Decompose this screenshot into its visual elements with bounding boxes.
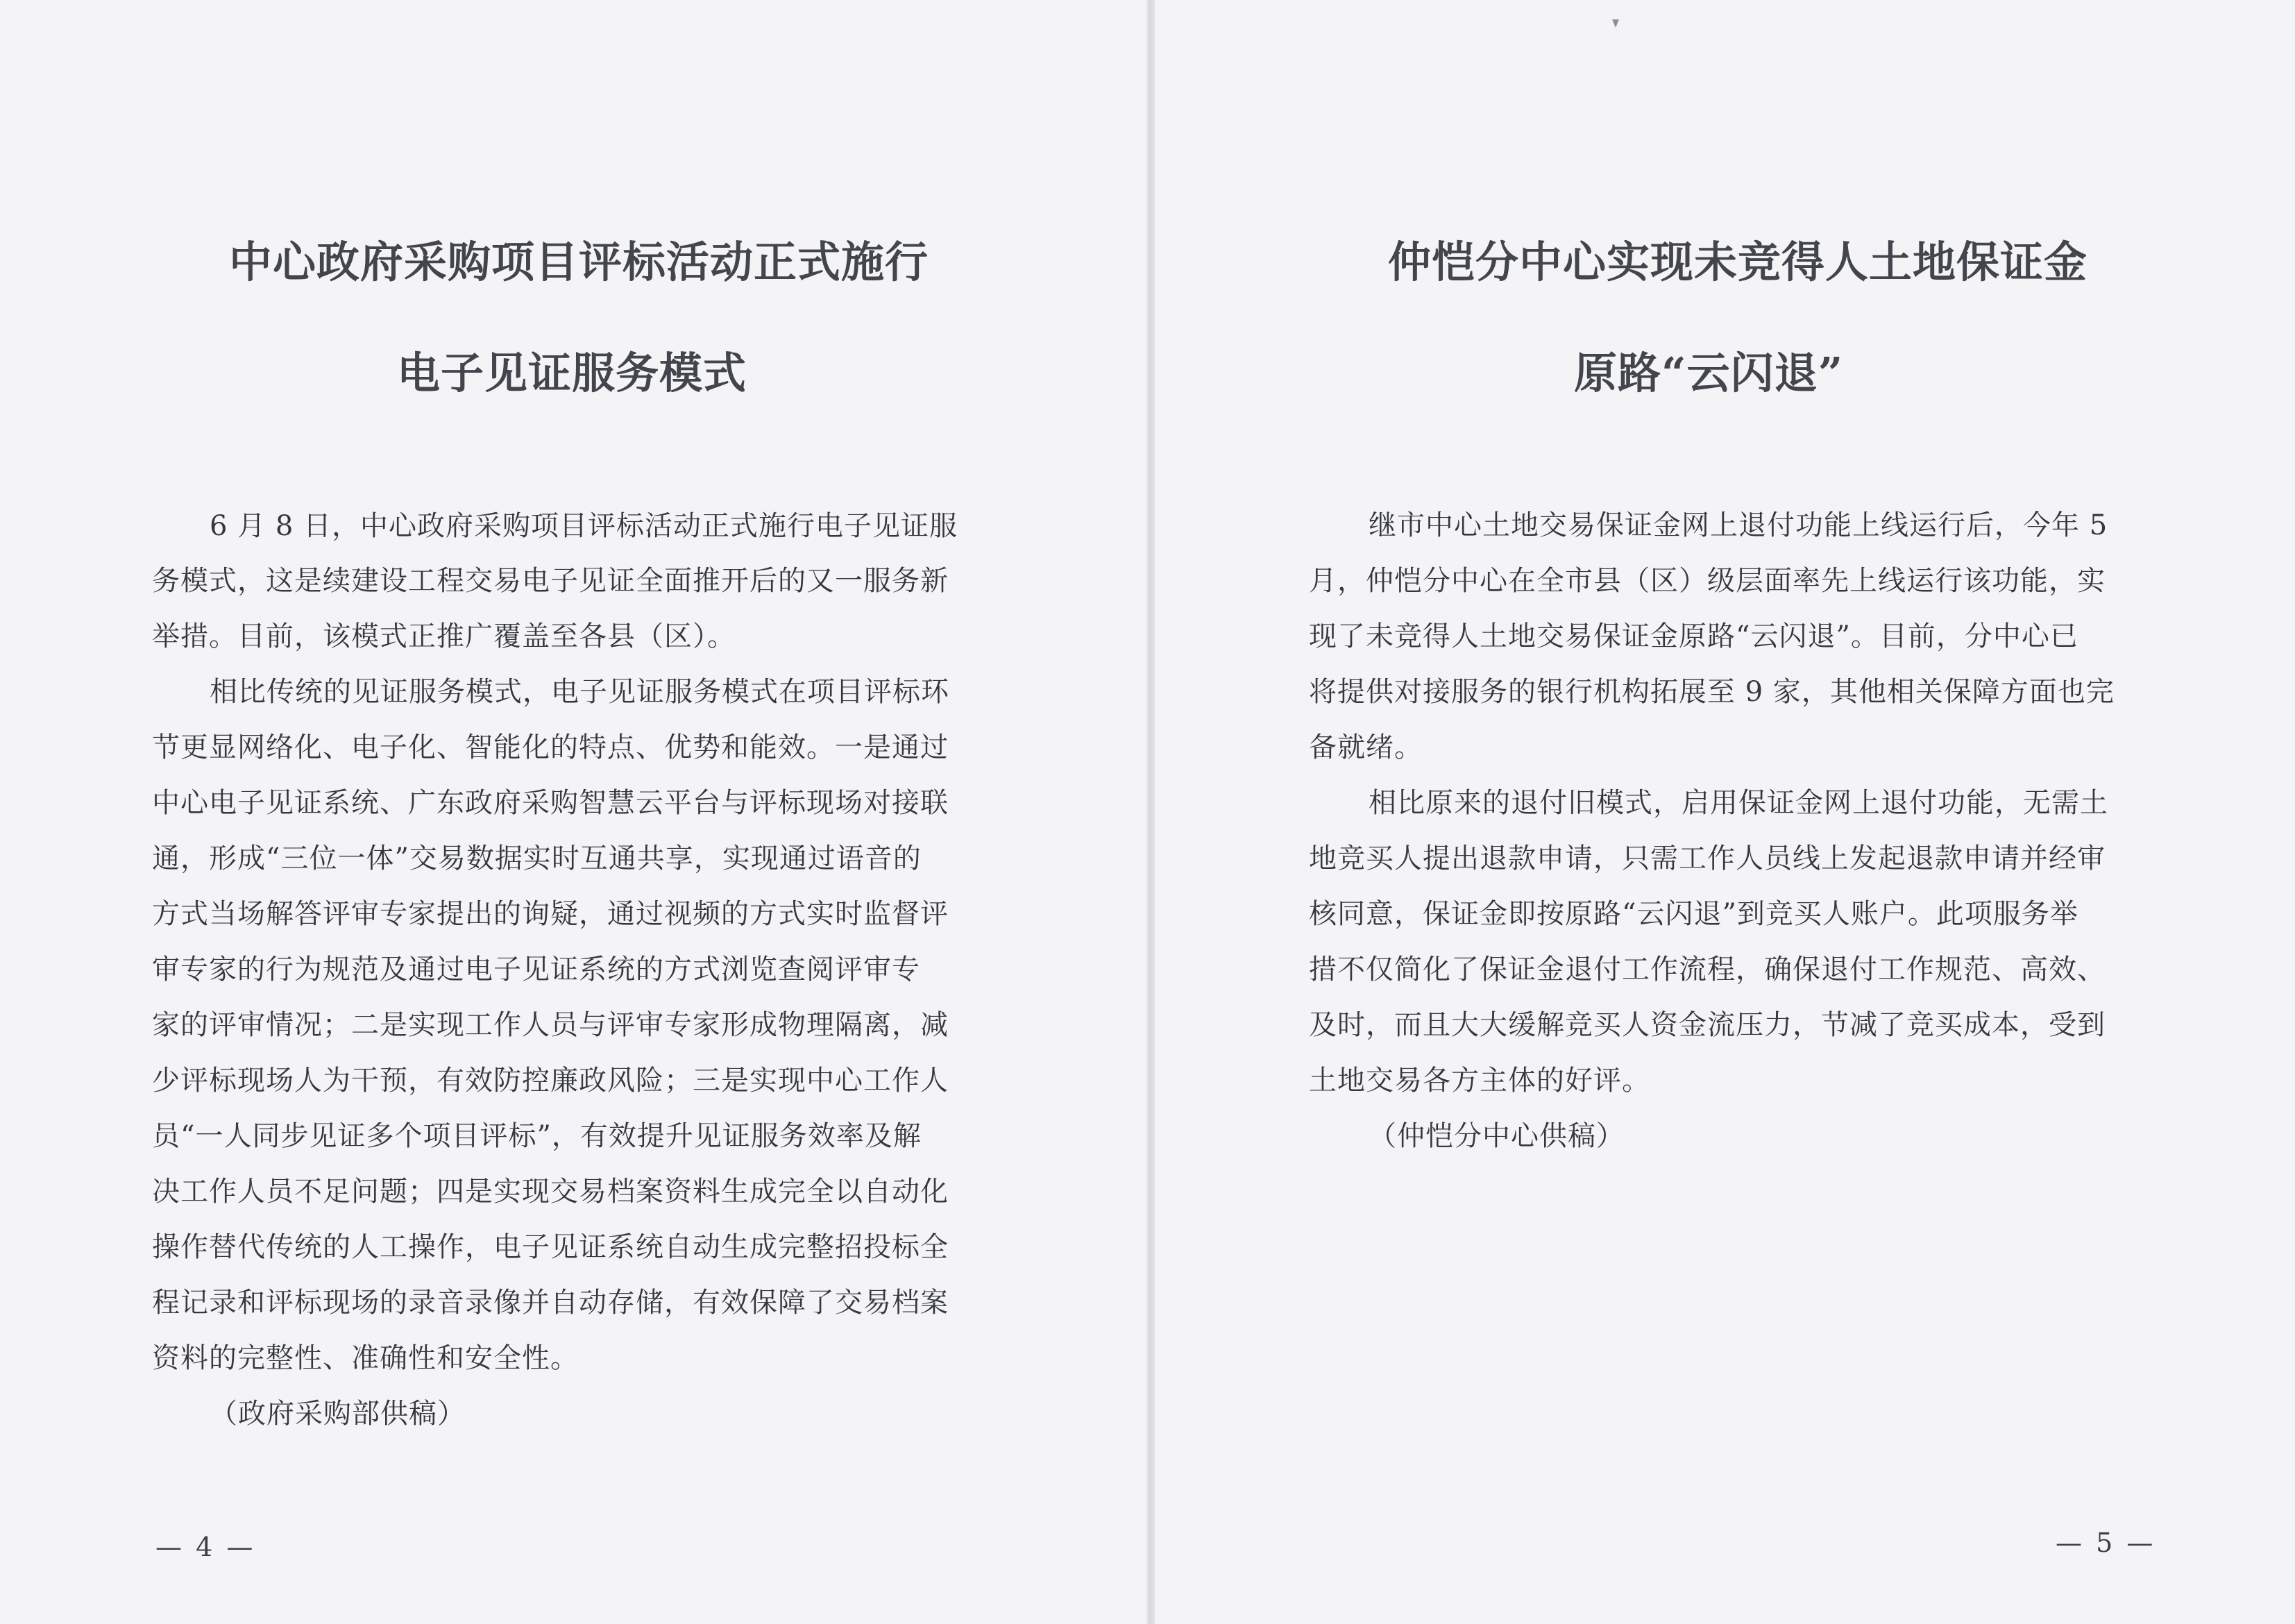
scan-mark-icon [1612, 19, 1619, 28]
right-body-line: 备就绪。 [1309, 731, 1423, 763]
left-body-line: 6 月 8 日，中心政府采购项目评标活动正式施行电子见证服 [210, 510, 958, 542]
left-body-line: 员“一人同步见证多个项目评标”，有效提升见证服务效率及解 [152, 1120, 922, 1152]
left-title-line-2: 电子见证服务模式 [397, 348, 747, 398]
right-body-line: 月，仲恺分中心在全市县（区）级层面率先上线运行该功能，实 [1309, 565, 2106, 597]
left-credit: （政府采购部供稿） [210, 1398, 466, 1430]
left-body-line: 决工作人员不足问题；四是实现交易档案资料生成完全以自动化 [152, 1176, 949, 1208]
left-body-line: 审专家的行为规范及通过电子见证系统的方式浏览查阅评审专 [152, 954, 920, 986]
book-spine [1146, 0, 1155, 1624]
left-body-line: 方式当场解答评审专家提出的询疑，通过视频的方式实时监督评 [152, 898, 949, 930]
left-body-line: 相比传统的见证服务模式，电子见证服务模式在项目评标环 [210, 676, 949, 708]
left-body-line: 务模式，这是续建设工程交易电子见证全面推开后的又一服务新 [152, 565, 949, 597]
left-body-line: 中心电子见证系统、广东政府采购智慧云平台与评标现场对接联 [152, 787, 949, 819]
right-body-line: 及时，而且大大缓解竞买人资金流压力，节减了竞买成本，受到 [1309, 1009, 2106, 1041]
right-body-line: 措不仅简化了保证金退付工作流程，确保退付工作规范、高效、 [1309, 954, 2106, 986]
right-title-line-2: 原路“云闪退” [1574, 348, 1844, 398]
left-body-line: 资料的完整性、准确性和安全性。 [152, 1342, 579, 1374]
left-body-line: 操作替代传统的人工操作，电子见证系统自动生成完整招投标全 [152, 1231, 949, 1263]
right-body-line: 核同意，保证金即按原路“云闪退”到竞买人账户。此项服务举 [1309, 898, 2078, 930]
right-body-line: 将提供对接服务的银行机构拓展至 9 家，其他相关保障方面也完 [1309, 676, 2115, 708]
right-body-line: 地竞买人提出退款申请，只需工作人员线上发起退款申请并经审 [1309, 843, 2106, 874]
right-body-line: 继市中心土地交易保证金网上退付功能上线运行后，今年 5 [1369, 509, 2108, 541]
right-page [1155, 0, 2295, 1624]
right-body-line: 土地交易各方主体的好评。 [1309, 1065, 1650, 1097]
right-body-line: 现了未竞得人土地交易保证金原路“云闪退”。目前，分中心已 [1309, 620, 2078, 652]
right-credit: （仲恺分中心供稿） [1369, 1120, 1625, 1152]
right-title-line-1: 仲恺分中心实现未竞得人土地保证金 [1388, 237, 2088, 287]
left-page-number: — 4 — [155, 1532, 256, 1562]
left-body-line: 程记录和评标现场的录音录像并自动存储，有效保障了交易档案 [152, 1287, 949, 1319]
left-page [0, 0, 1146, 1624]
left-title-line-1: 中心政府采购项目评标活动正式施行 [229, 237, 929, 287]
left-body-line: 通，形成“三位一体”交易数据实时互通共享，实现通过语音的 [152, 843, 922, 874]
left-body-line: 家的评审情况；二是实现工作人员与评审专家形成物理隔离，减 [152, 1009, 949, 1041]
left-body-line: 少评标现场人为干预，有效防控廉政风险；三是实现中心工作人 [152, 1065, 949, 1097]
left-body-line: 节更显网络化、电子化、智能化的特点、优势和能效。一是通过 [152, 731, 949, 763]
right-page-number: — 5 — [2056, 1528, 2156, 1558]
left-body-line: 举措。目前，该模式正推广覆盖至各县（区）。 [152, 620, 736, 652]
right-body-line: 相比原来的退付旧模式，启用保证金网上退付功能，无需土 [1369, 787, 2108, 819]
